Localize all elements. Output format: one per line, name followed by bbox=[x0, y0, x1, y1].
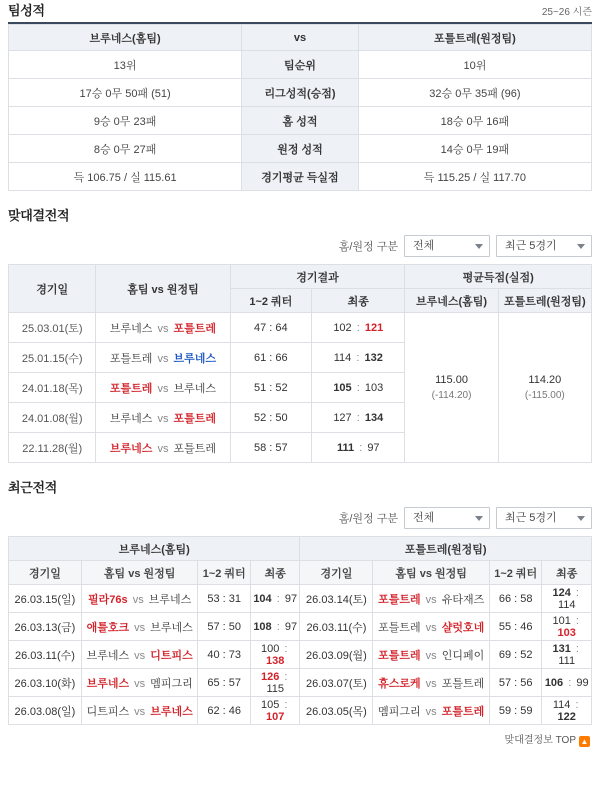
recent-away-hometeam: 휴스로케 bbox=[378, 677, 421, 690]
recent-away-final-h: 114 bbox=[552, 698, 571, 711]
recent-away-date: 26.03.14(토) bbox=[300, 585, 373, 613]
home-value: 9승 0무 23패 bbox=[9, 107, 242, 135]
away-value: 득 115.25 / 실 117.70 bbox=[358, 163, 591, 191]
table-header-row bbox=[9, 537, 592, 561]
table-row bbox=[9, 79, 592, 107]
table-row bbox=[9, 613, 592, 641]
chevron-down-icon bbox=[577, 244, 585, 249]
recent-away-quarter: 55 : 46 bbox=[489, 613, 541, 641]
h2h-final-away: 103 bbox=[364, 381, 384, 394]
recent-home-quarter: 62 : 46 bbox=[198, 697, 250, 725]
vs-label: vs bbox=[242, 25, 359, 51]
h2h-quarter: 47 : 64 bbox=[230, 313, 312, 343]
h2h-col-avg: 평균득점(실점) bbox=[405, 265, 592, 289]
h2h-range-select[interactable] bbox=[496, 235, 592, 257]
recent-filter-row bbox=[8, 506, 592, 530]
recent-away-hometeam: 포틀트레 bbox=[378, 593, 421, 606]
recent-home-final bbox=[250, 697, 300, 725]
h2h-filter-label: 홈/원정 구분 bbox=[338, 241, 398, 253]
recent-col-matchup-away: 홈팀 vs 원정팀 bbox=[373, 561, 490, 585]
h2h-final-home: 111 bbox=[336, 441, 355, 454]
recent-home-hometeam: 브루네스 bbox=[86, 677, 130, 690]
row-label: 홈 성적 bbox=[242, 107, 359, 135]
score-sep: : bbox=[284, 642, 288, 655]
h2h-away-team: 포틀트레 bbox=[173, 412, 217, 425]
recent-home-hometeam: 애틀호크 bbox=[86, 621, 130, 634]
h2h-avg-away-value: 114.20 bbox=[528, 373, 562, 386]
table-row bbox=[9, 51, 592, 79]
recent-home-awayteam: 브루네스 bbox=[150, 705, 193, 718]
h2h-col-matchup: 홈팀 vs 원정팀 bbox=[96, 265, 230, 313]
h2h-home-team: 브루네스 bbox=[109, 412, 153, 425]
recent-home-final-h: 108 bbox=[253, 620, 272, 633]
away-value: 32승 0무 35패 (96) bbox=[358, 79, 591, 107]
h2h-matchup bbox=[96, 373, 230, 403]
recent-col-quarter-away: 1~2 쿼터 bbox=[489, 561, 541, 585]
h2h-col-quarter: 1~2 쿼터 bbox=[230, 289, 312, 313]
h2h-final-home: 114 bbox=[333, 351, 352, 364]
recent-range-select[interactable] bbox=[496, 507, 592, 529]
recent-away-hometeam: 멤피그리 bbox=[378, 705, 421, 718]
home-value: 17승 0무 50패 (51) bbox=[9, 79, 242, 107]
recent-away-date: 26.03.11(수) bbox=[300, 613, 373, 641]
back-to-top-link[interactable] bbox=[8, 731, 592, 747]
recent-away-final-h: 131 bbox=[552, 642, 571, 655]
vs-label: vs bbox=[425, 649, 437, 662]
h2h-quarter: 58 : 57 bbox=[230, 433, 312, 463]
score-sep: : bbox=[359, 441, 363, 454]
h2h-scope-value: 전체 bbox=[413, 240, 435, 252]
h2h-col-date: 경기일 bbox=[9, 265, 96, 313]
table-header-row bbox=[9, 561, 592, 585]
h2h-col-avg-away: 포틀트레(원정팀) bbox=[498, 289, 591, 313]
recent-away-quarter: 69 : 52 bbox=[489, 641, 541, 669]
h2h-avg-home-sub: (-114.20) bbox=[431, 390, 472, 402]
recent-home-final-a: 97 bbox=[284, 592, 298, 605]
score-sep: : bbox=[356, 381, 360, 394]
h2h-avg-away-sub: (-115.00) bbox=[524, 390, 565, 402]
vs-label: vs bbox=[157, 442, 169, 455]
chevron-down-icon bbox=[577, 516, 585, 521]
h2h-quarter: 61 : 66 bbox=[230, 343, 312, 373]
recent-away-matchup bbox=[373, 585, 490, 613]
away-value: 18승 0무 16패 bbox=[358, 107, 591, 135]
score-sep: : bbox=[284, 670, 288, 683]
recent-away-quarter: 57 : 56 bbox=[489, 669, 541, 697]
h2h-away-team: 브루네스 bbox=[173, 352, 217, 365]
h2h-final-home: 127 bbox=[333, 411, 352, 424]
recent-away-quarter: 66 : 58 bbox=[489, 585, 541, 613]
recent-away-awayteam: 포틀트레 bbox=[441, 705, 485, 718]
recent-away-matchup bbox=[373, 669, 490, 697]
season-label: 25~26 시즌 bbox=[541, 7, 592, 18]
score-sep: : bbox=[276, 620, 280, 633]
h2h-matchup bbox=[96, 313, 230, 343]
recent-home-awayteam: 브루네스 bbox=[148, 593, 192, 606]
recent-home-date: 26.03.15(일) bbox=[9, 585, 82, 613]
recent-home-date: 26.03.11(수) bbox=[9, 641, 82, 669]
recent-home-final bbox=[250, 641, 300, 669]
home-value: 13위 bbox=[9, 51, 242, 79]
vs-label: vs bbox=[134, 705, 146, 718]
vs-label: vs bbox=[157, 352, 169, 365]
recent-away-hometeam: 포틀트레 bbox=[378, 621, 421, 634]
recent-col-final-home: 최종 bbox=[250, 561, 300, 585]
score-sep: : bbox=[276, 592, 280, 605]
recent-col-quarter-home: 1~2 쿼터 bbox=[198, 561, 250, 585]
h2h-matchup bbox=[96, 343, 230, 373]
recent-col-final-away: 최종 bbox=[542, 561, 592, 585]
recent-away-final-a: 122 bbox=[557, 710, 576, 723]
recent-home-awayteam: 디트피스 bbox=[150, 649, 193, 662]
recent-table bbox=[8, 536, 592, 725]
h2h-final bbox=[312, 343, 405, 373]
recent-home-awayteam: 멤피그리 bbox=[150, 677, 193, 690]
recent-away-final bbox=[542, 641, 592, 669]
recent-home-matchup bbox=[81, 697, 198, 725]
recent-away-quarter: 59 : 59 bbox=[489, 697, 541, 725]
vs-label: vs bbox=[157, 412, 169, 425]
recent-home-matchup bbox=[81, 641, 198, 669]
recent-home-hometeam: 필라76s bbox=[88, 593, 128, 606]
chevron-down-icon bbox=[475, 516, 483, 521]
vs-label: vs bbox=[425, 593, 437, 606]
home-value: 득 106.75 / 실 115.61 bbox=[9, 163, 242, 191]
h2h-table bbox=[8, 264, 592, 463]
recent-col-matchup-home: 홈팀 vs 원정팀 bbox=[81, 561, 198, 585]
vs-label: vs bbox=[134, 649, 146, 662]
team-record-table bbox=[8, 24, 592, 191]
h2h-range-value: 최근 5경기 bbox=[505, 240, 557, 252]
recent-away-awayteam: 포틀트레 bbox=[441, 677, 485, 690]
recent-away-date: 26.03.09(월) bbox=[300, 641, 373, 669]
recent-away-final-h: 101 bbox=[552, 614, 571, 627]
h2h-quarter: 51 : 52 bbox=[230, 373, 312, 403]
chevron-down-icon bbox=[475, 244, 483, 249]
recent-home-quarter: 40 : 73 bbox=[198, 641, 250, 669]
recent-away-final bbox=[542, 669, 592, 697]
recent-home-matchup bbox=[81, 613, 198, 641]
vs-label: vs bbox=[425, 621, 437, 634]
h2h-date: 24.01.08(월) bbox=[9, 403, 96, 433]
h2h-final bbox=[312, 313, 405, 343]
recent-home-final-a: 97 bbox=[284, 620, 298, 633]
h2h-final-away: 97 bbox=[367, 441, 380, 454]
h2h-final-away: 132 bbox=[364, 351, 383, 364]
recent-home-final bbox=[250, 613, 300, 641]
table-row bbox=[9, 697, 592, 725]
home-team-name: 브루네스(홈팀) bbox=[9, 25, 242, 51]
row-label: 팀순위 bbox=[242, 51, 359, 79]
table-row bbox=[9, 135, 592, 163]
row-label: 원정 성적 bbox=[242, 135, 359, 163]
recent-away-matchup bbox=[373, 641, 490, 669]
h2h-matchup bbox=[96, 403, 230, 433]
score-sep: : bbox=[575, 642, 579, 655]
h2h-final-away: 134 bbox=[364, 411, 384, 424]
recent-away-date: 26.03.07(토) bbox=[300, 669, 373, 697]
arrow-up-icon: ▲ bbox=[580, 737, 589, 746]
vs-label: vs bbox=[157, 382, 169, 395]
h2h-date: 22.11.28(월) bbox=[9, 433, 96, 463]
h2h-final bbox=[312, 403, 405, 433]
recent-scope-select[interactable] bbox=[404, 507, 490, 529]
h2h-final-home: 105 bbox=[333, 381, 352, 394]
h2h-quarter: 52 : 50 bbox=[230, 403, 312, 433]
recent-away-final-h: 106 bbox=[544, 676, 564, 689]
recent-away-awayteam: 인디페이 bbox=[441, 649, 485, 662]
recent-scope-value: 전체 bbox=[413, 512, 435, 524]
recent-title: 최근전적 bbox=[8, 480, 58, 495]
h2h-final-home: 102 bbox=[333, 321, 352, 334]
recent-home-final-h: 104 bbox=[253, 592, 272, 605]
h2h-avg-away bbox=[498, 313, 591, 463]
h2h-scope-select[interactable] bbox=[404, 235, 490, 257]
h2h-col-result: 경기결과 bbox=[230, 265, 405, 289]
h2h-avg-home bbox=[405, 313, 498, 463]
table-row bbox=[9, 25, 592, 51]
recent-away-final-a: 103 bbox=[557, 626, 576, 639]
recent-home-quarter: 57 : 50 bbox=[198, 613, 250, 641]
away-team-name: 포틀트레(원정팀) bbox=[358, 25, 591, 51]
recent-home-final-h: 126 bbox=[260, 670, 280, 683]
recent-away-final-a: 99 bbox=[576, 676, 589, 689]
table-row bbox=[9, 641, 592, 669]
h2h-avg-home-value: 115.00 bbox=[435, 373, 468, 386]
back-to-top-label: 맞대결정보 TOP bbox=[504, 735, 576, 746]
recent-away-date: 26.03.05(목) bbox=[300, 697, 373, 725]
score-sep: : bbox=[568, 676, 572, 689]
recent-home-hometeam: 디트피스 bbox=[86, 705, 130, 718]
h2h-final-away: 121 bbox=[364, 321, 384, 334]
recent-away-matchup bbox=[373, 697, 490, 725]
recent-away-final bbox=[542, 585, 592, 613]
table-row bbox=[9, 313, 592, 343]
recent-home-hometeam: 브루네스 bbox=[86, 649, 130, 662]
score-sep: : bbox=[575, 698, 579, 711]
vs-label: vs bbox=[134, 677, 146, 690]
recent-col-date-home: 경기일 bbox=[9, 561, 82, 585]
away-value: 10위 bbox=[358, 51, 591, 79]
h2h-title: 맞대결전적 bbox=[8, 208, 70, 223]
score-sep: : bbox=[575, 614, 579, 627]
recent-home-date: 26.03.13(금) bbox=[9, 613, 82, 641]
h2h-matchup bbox=[96, 433, 230, 463]
vs-label: vs bbox=[425, 705, 437, 718]
score-sep: : bbox=[284, 698, 288, 711]
recent-away-awayteam: 샬럿호네 bbox=[441, 621, 485, 634]
h2h-final bbox=[312, 433, 405, 463]
h2h-home-team: 브루네스 bbox=[109, 322, 153, 335]
h2h-filter-row bbox=[8, 234, 592, 258]
score-sep: : bbox=[575, 586, 579, 599]
recent-home-final-a: 138 bbox=[266, 654, 285, 667]
h2h-col-final: 최종 bbox=[312, 289, 405, 313]
recent-away-awayteam: 유타재즈 bbox=[441, 593, 485, 606]
row-label: 리그성적(승점) bbox=[242, 79, 359, 107]
recent-away-final-h: 124 bbox=[552, 586, 571, 599]
h2h-date: 24.01.18(목) bbox=[9, 373, 96, 403]
recent-group-away: 포틀트레(원정팀) bbox=[300, 537, 592, 561]
h2h-home-team: 포틀트레 bbox=[109, 352, 153, 365]
h2h-date: 25.03.01(토) bbox=[9, 313, 96, 343]
recent-home-final bbox=[250, 669, 300, 697]
recent-group-home: 브루네스(홈팀) bbox=[9, 537, 300, 561]
recent-away-final bbox=[542, 613, 592, 641]
h2h-date: 25.01.15(수) bbox=[9, 343, 96, 373]
h2h-home-team: 포틀트레 bbox=[109, 382, 153, 395]
vs-label: vs bbox=[134, 621, 146, 634]
recent-home-matchup bbox=[81, 669, 198, 697]
home-value: 8승 0무 27패 bbox=[9, 135, 242, 163]
recent-home-final-a: 107 bbox=[266, 710, 285, 723]
table-header-row bbox=[9, 265, 592, 289]
vs-label: vs bbox=[157, 322, 169, 335]
table-row bbox=[9, 585, 592, 613]
score-sep: : bbox=[356, 351, 360, 364]
recent-home-date: 26.03.08(일) bbox=[9, 697, 82, 725]
recent-home-date: 26.03.10(화) bbox=[9, 669, 82, 697]
h2h-final bbox=[312, 373, 405, 403]
recent-away-final bbox=[542, 697, 592, 725]
score-sep: : bbox=[356, 321, 360, 334]
recent-away-final-a: 111 bbox=[558, 654, 576, 667]
recent-away-hometeam: 포틀트레 bbox=[378, 649, 421, 662]
row-label: 경기평균 득실점 bbox=[242, 163, 359, 191]
team-record-header bbox=[8, 0, 592, 24]
recent-home-final-h: 105 bbox=[260, 698, 280, 711]
score-sep: : bbox=[356, 411, 360, 424]
table-row bbox=[9, 669, 592, 697]
h2h-away-team: 포틀트레 bbox=[173, 442, 217, 455]
recent-col-date-away: 경기일 bbox=[300, 561, 373, 585]
recent-home-quarter: 65 : 57 bbox=[198, 669, 250, 697]
table-row bbox=[9, 163, 592, 191]
recent-home-awayteam: 브루네스 bbox=[150, 621, 193, 634]
h2h-home-team: 브루네스 bbox=[109, 442, 153, 455]
recent-away-matchup bbox=[373, 613, 490, 641]
recent-home-matchup bbox=[81, 585, 198, 613]
vs-label: vs bbox=[425, 677, 437, 690]
recent-home-final-h: 100 bbox=[260, 642, 280, 655]
h2h-col-avg-home: 브루네스(홈팀) bbox=[405, 289, 498, 313]
recent-away-final-a: 114 bbox=[557, 598, 576, 611]
recent-home-final-a: 115 bbox=[266, 682, 284, 695]
recent-home-quarter: 53 : 31 bbox=[198, 585, 250, 613]
recent-home-final bbox=[250, 585, 300, 613]
h2h-away-team: 포틀트레 bbox=[173, 322, 217, 335]
recent-range-value: 최근 5경기 bbox=[505, 512, 557, 524]
recent-filter-label: 홈/원정 구분 bbox=[338, 513, 398, 525]
page-title: 팀성적 bbox=[8, 3, 45, 18]
table-row bbox=[9, 107, 592, 135]
away-value: 14승 0무 19패 bbox=[358, 135, 591, 163]
vs-label: vs bbox=[132, 593, 144, 606]
h2h-away-team: 브루네스 bbox=[173, 382, 217, 395]
